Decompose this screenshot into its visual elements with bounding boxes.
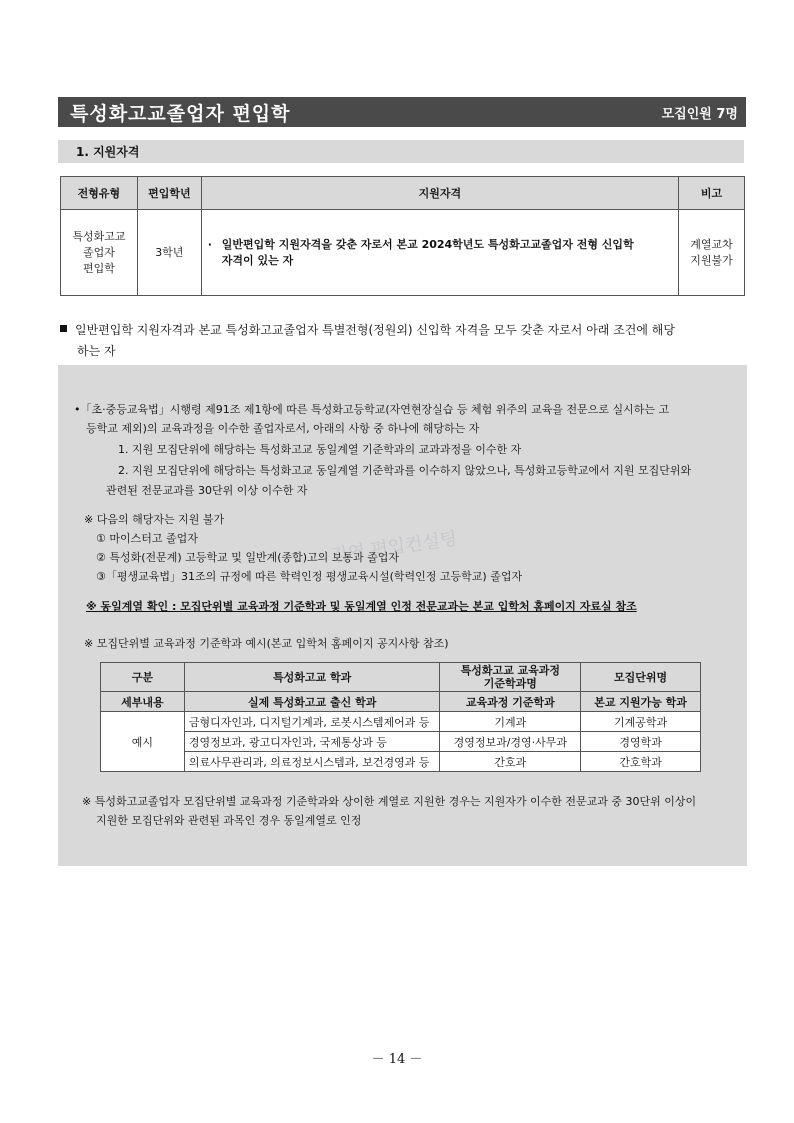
table-cell: 의료사무관리과, 의료정보시스템과, 보건경영과 등 xyxy=(184,752,440,772)
note-line: 계열교차 xyxy=(690,237,733,251)
condition-box xyxy=(58,365,747,866)
square-bullet-icon xyxy=(60,325,67,332)
quota-label: 모집인원 7명 xyxy=(661,106,738,122)
header-cell: 전형유형 xyxy=(61,177,138,210)
type-line: 편입학 xyxy=(82,261,115,275)
table-cell: 경영정보과, 광고디자인과, 국제통상과 등 xyxy=(184,732,440,752)
header-line: 기준학과명 xyxy=(483,677,537,690)
page-header xyxy=(58,97,746,127)
header-cell: 본교 지원가능 학과 xyxy=(581,692,701,712)
header-cell xyxy=(440,663,581,692)
condition-item: 관련된 전문교과를 30단위 이상 이수한 자 xyxy=(106,484,308,497)
table-header-row xyxy=(101,663,701,692)
table-cell: 경영정보과/경영·사무과 xyxy=(440,732,581,752)
grade-cell: 3학년 xyxy=(137,210,201,296)
condition-item: 1. 지원 모집단위에 해당하는 특성화고교 동일계열 기준학과의 교과과정을 이수한 자 xyxy=(118,443,522,456)
condition-item: 2. 지원 모집단위에 해당하는 특성화고교 동일계열 기준학과를 이수하지 않았으나, 특성화고등학교에서 지원 모집단위와 xyxy=(118,464,692,477)
table-row xyxy=(101,752,701,772)
requirement-line: 자격이 있는 자 xyxy=(221,253,294,267)
footnote-line: ※ 특성화고교졸업자 모집단위별 교육과정 기준학과와 상이한 계열로 지원한 경우는 지원자가 이수한 전문교과 중 30단위 이상이 xyxy=(82,795,697,808)
section-heading: 1. 지원자격 xyxy=(58,140,744,163)
header-cell: 지원자격 xyxy=(201,177,678,210)
header-cell: 구분 xyxy=(101,663,185,692)
requirement-line: 일반편입학 지원자격을 갖춘 자로서 본교 2024학년도 특성화고교졸업자 전형 신입학 xyxy=(221,237,634,251)
table-cell: 간호과 xyxy=(440,752,581,772)
header-cell: 모집단위명 xyxy=(581,663,701,692)
header-cell: 세부내용 xyxy=(101,692,185,712)
table-cell: 경영학과 xyxy=(581,732,701,752)
header-cell: 특성화고교 학과 xyxy=(184,663,440,692)
table-cell: 간호학과 xyxy=(581,752,701,772)
type-cell xyxy=(61,210,138,296)
table-subheader-row xyxy=(101,692,701,712)
page-number: － 14 － xyxy=(371,1052,423,1067)
table-cell: 금형디자인과, 디지털기계과, 로봇시스템제어과 등 xyxy=(184,712,440,732)
condition-paragraph xyxy=(60,320,746,362)
table-header-row xyxy=(61,177,745,210)
exclusion-item: ② 특성화(전문계) 고등학교 및 일반계(종합)고의 보통과 졸업자 xyxy=(96,551,400,564)
table-row xyxy=(61,210,745,296)
table-row xyxy=(101,732,701,752)
intro-line: 등학교 제외)의 교육과정을 이수한 졸업자로서, 아래의 사항 중 하나에 해당하는 자 xyxy=(86,422,480,435)
header-cell: 교육과정 기준학과 xyxy=(440,692,581,712)
type-line: 졸업자 xyxy=(82,245,115,259)
note-cell xyxy=(679,210,745,296)
header-cell: 편입학년 xyxy=(137,177,201,210)
exclusion-item: ① 마이스터고 졸업자 xyxy=(96,532,198,545)
requirement-cell xyxy=(201,210,678,296)
qualification-table xyxy=(60,176,745,296)
paragraph-line: 일반편입학 지원자격과 본교 특성화고교졸업자 특별전형(정원외) 신입학 자격을 모두 갖춘 자로서 아래 조건에 해당 xyxy=(75,323,675,337)
intro-line: •「초·중등교육법」시행령 제91조 제1항에 따른 특성화고등학교(자연현장실습 등 체험 위주의 교육을 전문으로 실시하는 고 xyxy=(74,403,670,416)
page-title: 특성화고교졸업자 편입학 xyxy=(70,102,291,125)
example-title: ※ 모집단위별 교육과정 기준학과 예시(본교 입학처 홈페이지 공지사항 참조) xyxy=(84,637,449,650)
group-label-cell: 예시 xyxy=(101,712,185,772)
header-line: 특성화고교 교육과정 xyxy=(460,664,561,677)
header-cell: 비고 xyxy=(679,177,745,210)
example-table xyxy=(100,662,701,772)
table-cell: 기계과 xyxy=(440,712,581,732)
exclusion-title: ※ 다음의 해당자는 지원 불가 xyxy=(84,513,225,526)
table-cell: 기계공학과 xyxy=(581,712,701,732)
note-line: 지원불가 xyxy=(690,253,733,267)
table-row xyxy=(101,712,701,732)
paragraph-line: 하는 자 xyxy=(77,344,116,358)
notice-line: ※ 동일계열 확인 : 모집단위별 교육과정 기준학과 및 동일계열 인정 전문교과는 본교 입학처 홈페이지 자료실 참조 xyxy=(86,600,637,613)
footnote-line: 지원한 모집단위와 관련된 과목인 경우 동일계열로 인정 xyxy=(96,814,362,827)
exclusion-item: ③「평생교육법」31조의 규정에 따른 학력인정 평생교육시설(학력인정 고등학교) 졸업자 xyxy=(96,570,523,583)
bullet-dot: · xyxy=(207,237,212,251)
type-line: 특성화고교 xyxy=(72,229,126,243)
watermark: 김영 편입컨설팅 xyxy=(329,528,459,567)
header-cell: 실제 특성화고교 출신 학과 xyxy=(184,692,440,712)
